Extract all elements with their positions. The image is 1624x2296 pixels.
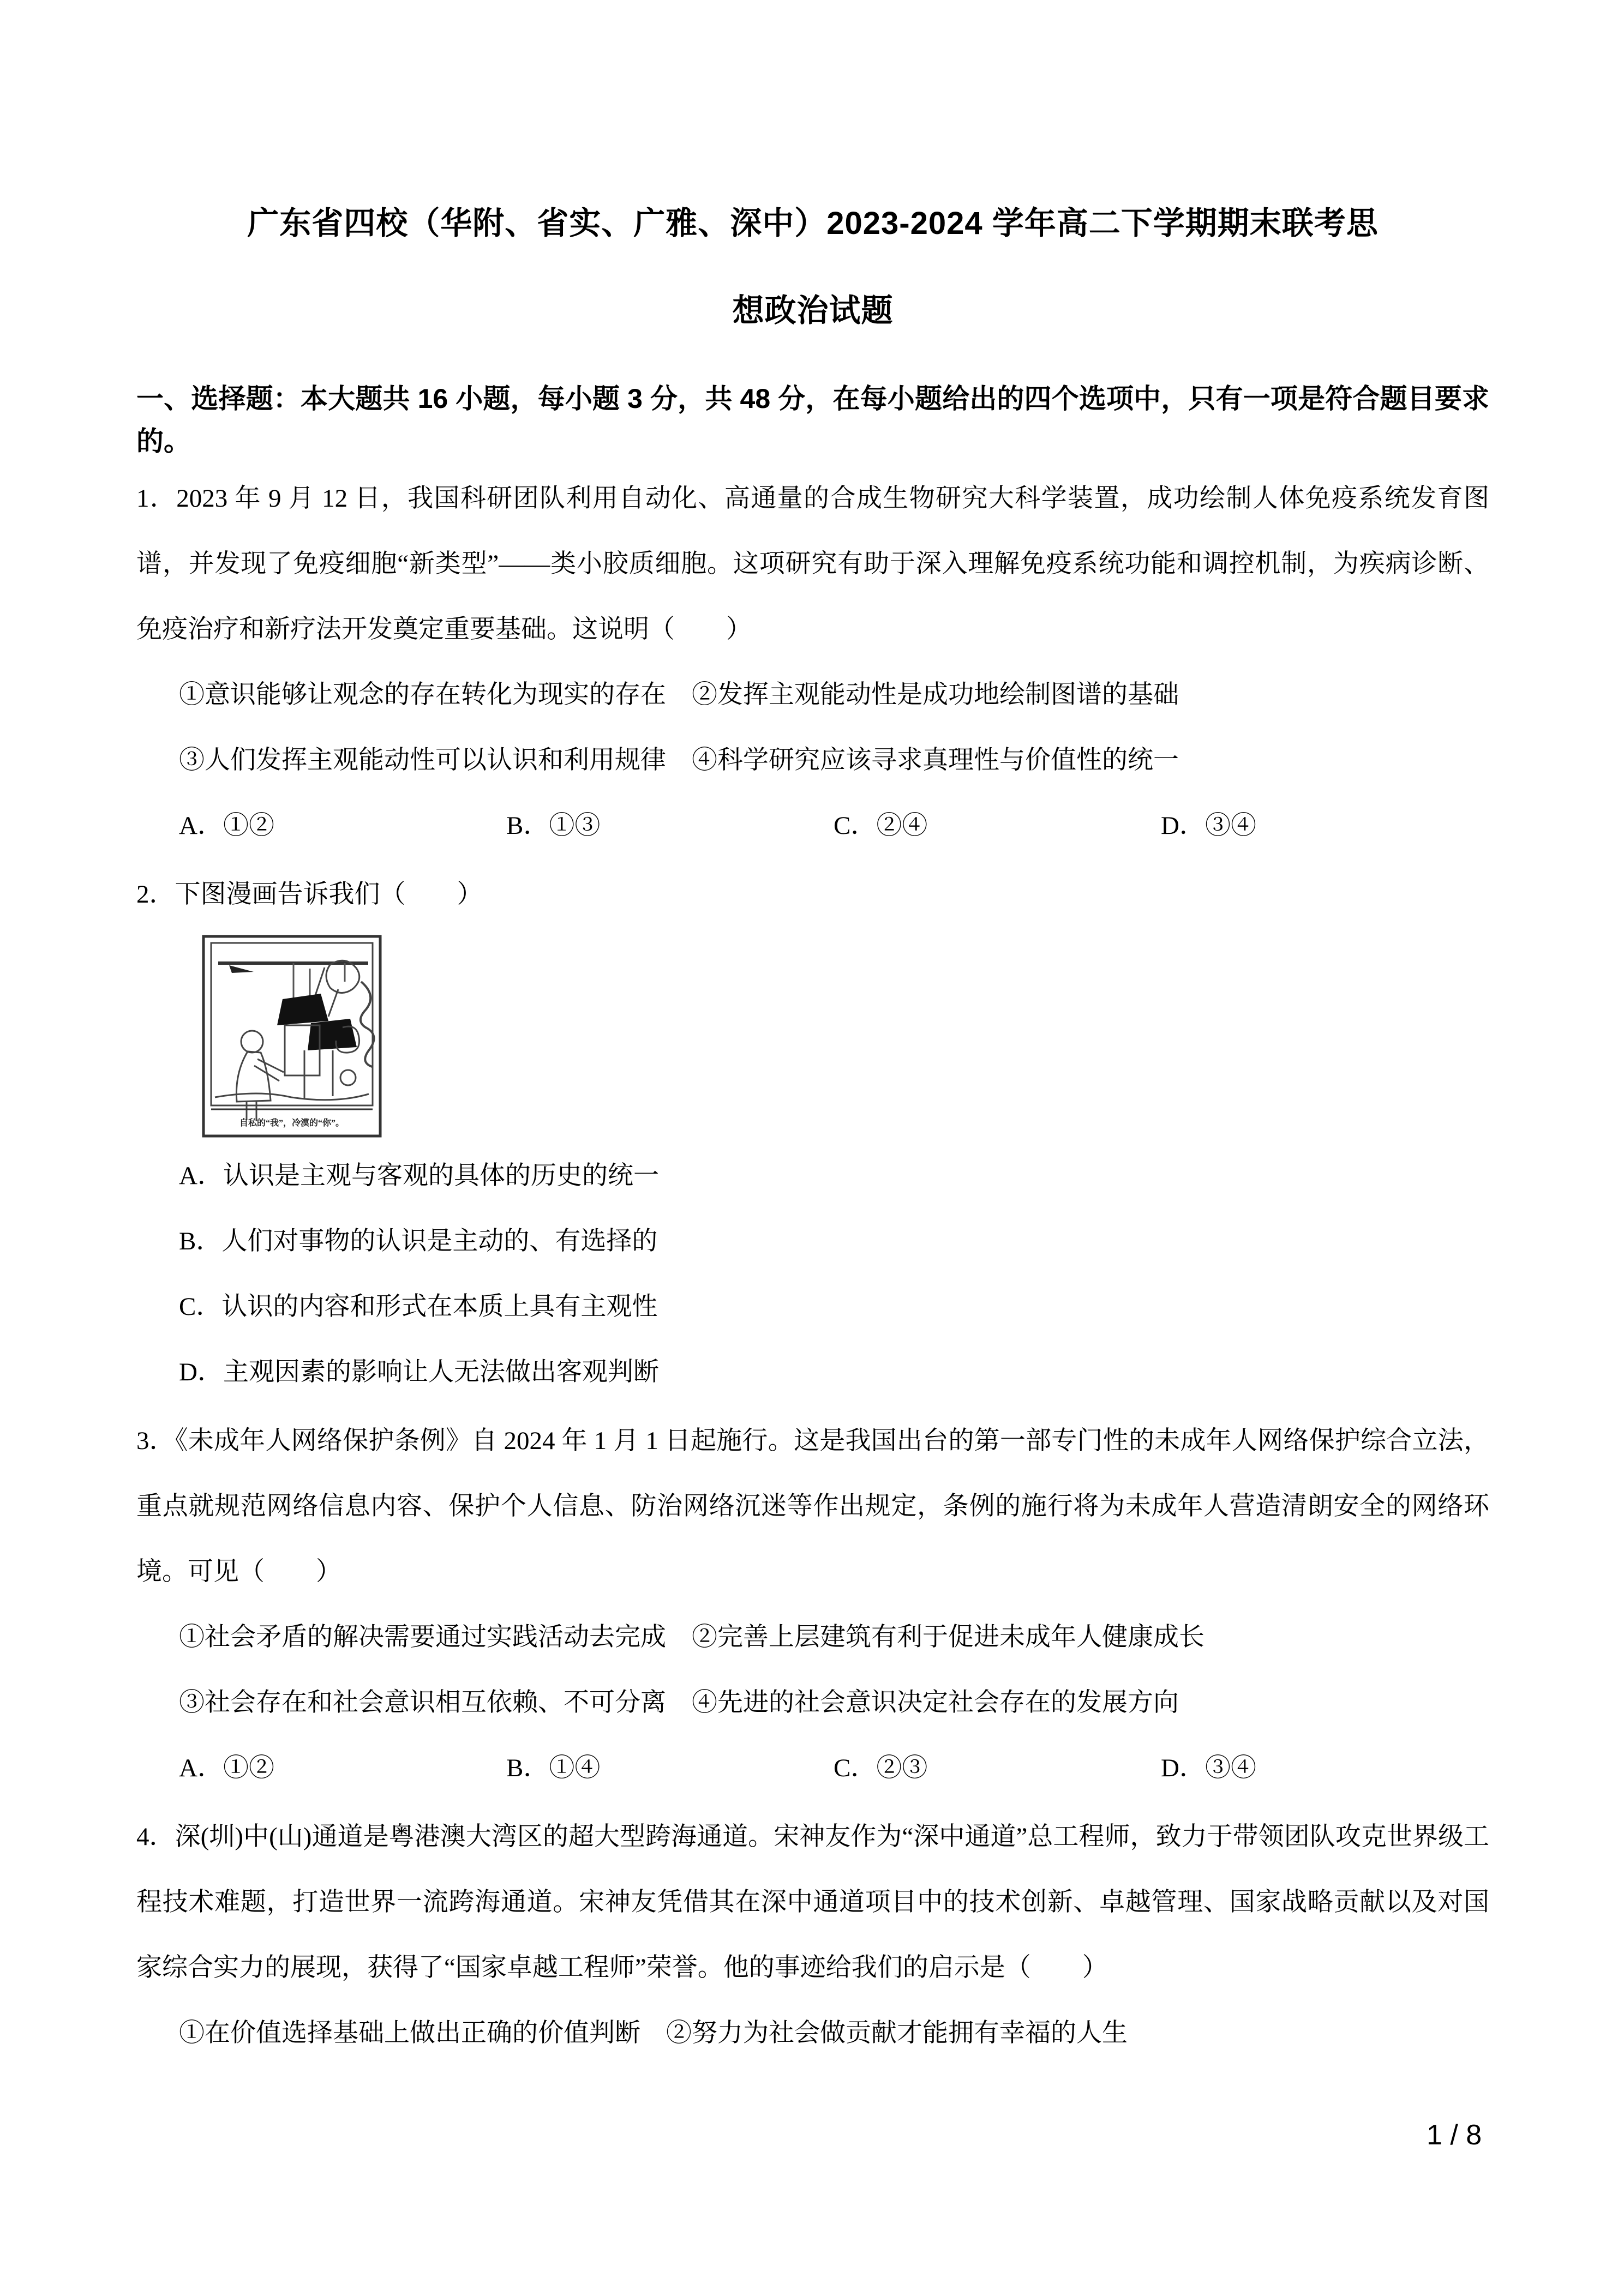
question-3-number: 3．: [136, 1427, 175, 1455]
question-1-stem: [136, 466, 1489, 662]
question-3-choice-c: C．②③: [834, 1754, 928, 1782]
question-1-choice-b: B．①③: [506, 812, 601, 840]
question-1-choices: [136, 793, 1489, 858]
comic-image: [202, 935, 382, 1138]
document-title-line1: 广东省四校（华附、省实、广雅、深中）2023-2024 学年高二下学期期末联考思: [247, 206, 1379, 241]
question-3-choice-b: B．①④: [506, 1754, 601, 1782]
question-1-stem-text: 2023 年 9 月 12 日，我国科研团队利用自动化、高通量的合成生物研究大科学装置，成功绘制人体免疫系统发育图谱，并发现了免疫细胞“新类型”——类小胶质细胞。这项研究有助于深入理解免疫系统功能和调控机制，为疾病诊断、免疫治疗和新疗法开发奠定重要基础。这说明（ ）: [136, 484, 1489, 644]
question-1-choice-a: A．①②: [179, 812, 274, 840]
comic-cartoon-svg: [202, 935, 382, 1138]
page-number: 1 / 8: [1427, 2119, 1482, 2151]
comic-caption: 自私的“我”，冷漠的“你”。: [239, 1119, 345, 1128]
question-1-items-line-2: ③人们发挥主观能动性可以认识和利用规律 ④科学研究应该寻求真理性与价值性的统一: [179, 746, 1179, 774]
question-4: [136, 1804, 1489, 2066]
question-3-choices: [136, 1735, 1489, 1801]
question-3-stem: [136, 1408, 1489, 1604]
document-title: [136, 180, 1489, 354]
section-instructions: 一、选择题：本大题共 16 小题，每小题 3 分，共 48 分，在每小题给出的四个选项中，只有一项是符合题目要求的。: [136, 383, 1489, 456]
question-2: [136, 862, 1489, 1405]
question-3-choice-a: A．①②: [179, 1754, 274, 1782]
question-3: [136, 1408, 1489, 1801]
question-4-items-line-1: ①在价值选择基础上做出正确的价值判断 ②努力为社会做贡献才能拥有幸福的人生: [179, 2019, 1128, 2047]
question-3-items-line-2: ③社会存在和社会意识相互依赖、不可分离 ④先进的社会意识决定社会存在的发展方向: [179, 1688, 1179, 1717]
question-1-items-line-1: ①意识能够让观念的存在转化为现实的存在 ②发挥主观能动性是成功地绘制图谱的基础: [179, 681, 1179, 709]
question-1-number: 1．: [136, 484, 177, 513]
question-1-choice-c: C．②④: [834, 812, 928, 840]
page-content: [136, 180, 1489, 2066]
question-2-number: 2．: [136, 880, 175, 909]
question-2-stem: [136, 862, 1489, 927]
question-3-choice-d: D．③④: [1161, 1754, 1256, 1782]
question-4-stem: [136, 1804, 1489, 2000]
comic-dark-umbrella-2: [308, 1019, 357, 1050]
question-3-stem-text: 《未成年人网络保护条例》自 2024 年 1 月 1 日起施行。这是我国出台的第一部专门性的未成年人网络保护综合立法，重点就规范网络信息内容、保护个人信息、防治网络沉迷等作出规定，条例的施行将为未成年人营造清朗安全的网络环境。可见（ ）: [136, 1427, 1490, 1586]
question-2-stem-text: 下图漫画告诉我们（ ）: [175, 880, 483, 909]
question-2-option-b: B．人们对事物的认识是主动的、有选择的: [179, 1227, 658, 1255]
question-3-items-line-1: ①社会矛盾的解决需要通过实践活动去完成 ②完善上层建筑有利于促进未成年人健康成长: [179, 1623, 1204, 1651]
question-4-stem-text: 深(圳)中(山)通道是粤港澳大湾区的超大型跨海通道。宋神友作为“深中通道”总工程师，致力于带领团队攻克世界级工程技术难题，打造世界一流跨海通道。宋神友凭借其在深中通道项目中的技术创新、卓越管理、国家战略贡献以及对国家综合实力的展现，获得了“国家卓越工程师”荣誉。他的事迹给我们的启示是（ ）: [136, 1823, 1489, 1982]
question-1-choice-d: D．③④: [1161, 812, 1256, 840]
question-4-number: 4．: [136, 1823, 175, 1851]
question-2-option-c: C．认识的内容和形式在本质上具有主观性: [179, 1293, 658, 1321]
document-title-line2: 想政治试题: [732, 293, 894, 328]
question-2-option-d: D．主观因素的影响让人无法做出客观判断: [179, 1358, 659, 1386]
question-1: [136, 466, 1489, 858]
question-2-option-a: A．认识是主观与客观的具体的历史的统一: [179, 1162, 659, 1190]
